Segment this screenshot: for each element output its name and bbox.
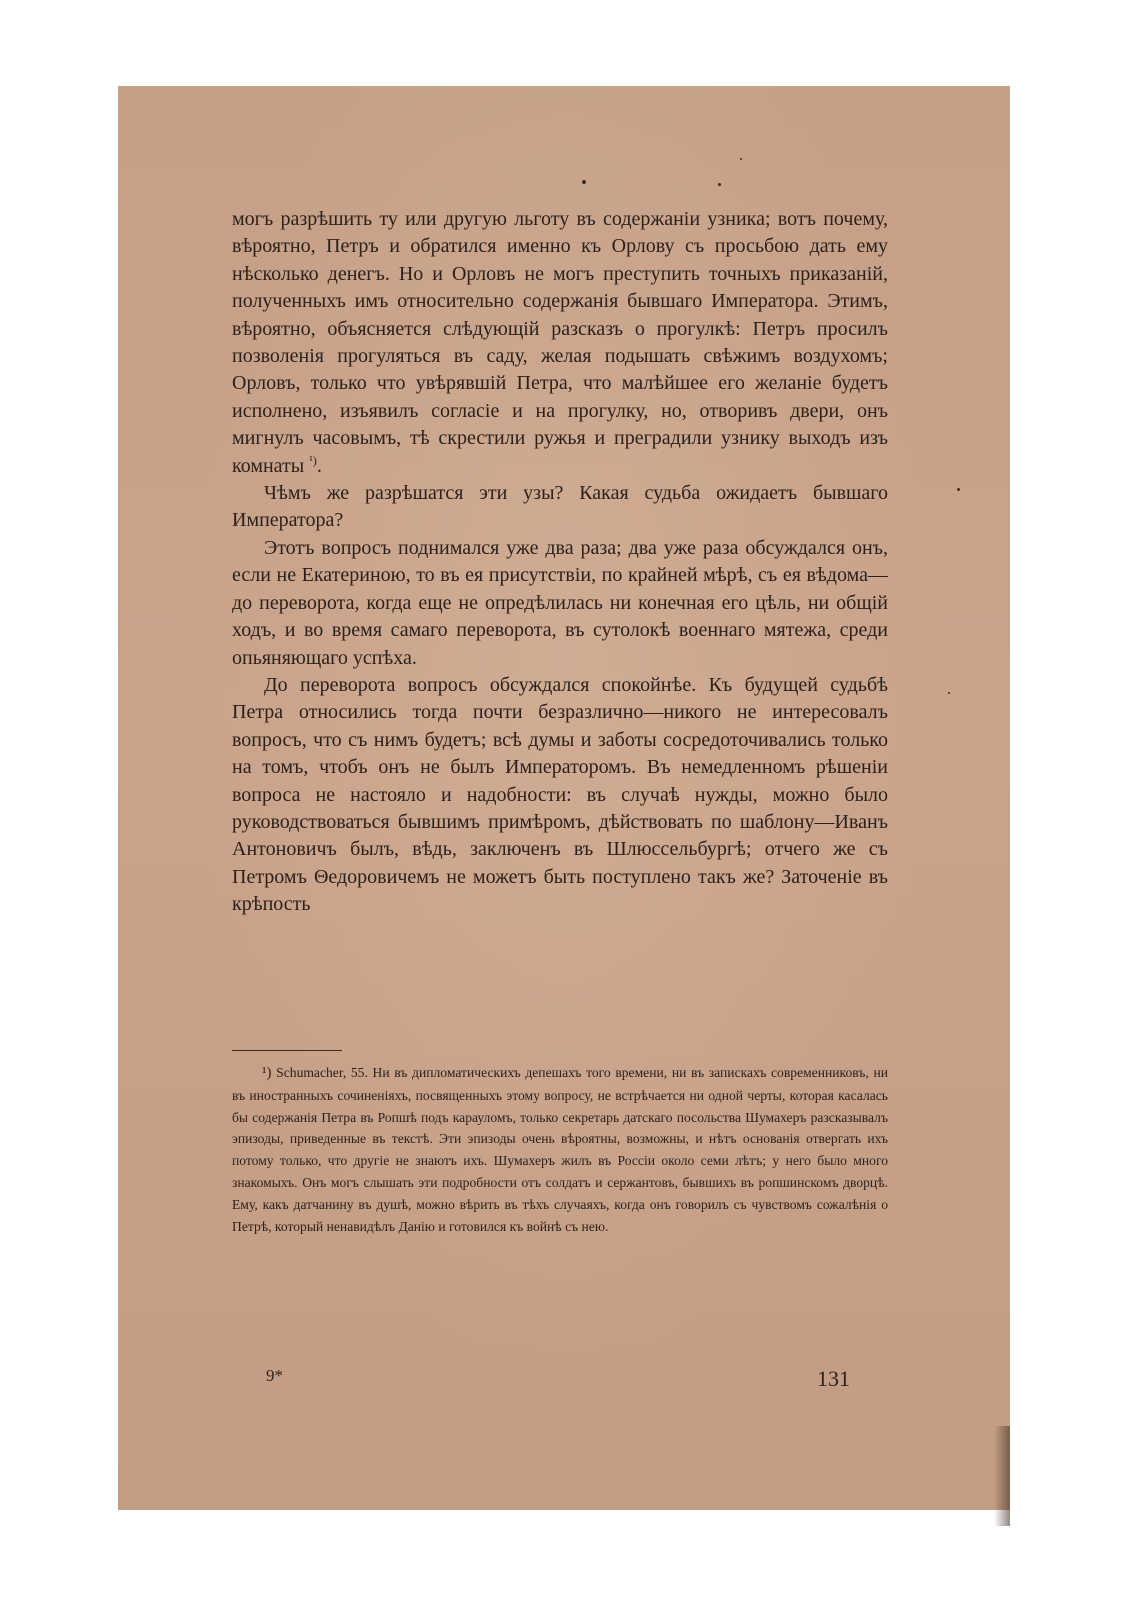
ink-speck [718, 183, 721, 186]
paragraph-text: До переворота вопросъ обсуждался спокойнѣе. Къ будущей судьбѣ Петра относились тогда почти безразлично—никого не интересовалъ вопросъ, что съ нимъ будетъ; всѣ думы и заботы сосредоточивались только на томъ, чтобъ онъ не былъ Императоромъ. Въ немедленномъ рѣшенiи вопроса не настояло и надобности: въ случаѣ нужды, можно было руководствоваться бывшимъ примѣромъ, дѣйствовать по шаблону—Иванъ Антоновичъ былъ, вѣдь, заключенъ въ Шлюссельбургѣ; отчего же съ Петромъ Θедоровичемъ не можетъ быть поступлено такъ же? Заточенiе въ крѣпость [232, 673, 888, 916]
ink-speck [582, 180, 586, 184]
ink-speck [957, 488, 960, 491]
ink-speck [948, 692, 950, 694]
footnote-separator [232, 1050, 342, 1051]
ink-speck [740, 158, 742, 160]
footnote-reference: ¹) [309, 453, 317, 467]
paragraph [232, 206, 888, 480]
footnote [232, 1062, 888, 1237]
paragraph [232, 480, 888, 535]
paragraph-tail: . [316, 454, 322, 477]
footnote-marker: ¹) [262, 1065, 272, 1081]
paragraph-text: Этотъ вопросъ поднимался уже два раза; два уже раза обсуждался онъ, если не Екатериною, то въ ея присутствiи, по крайней мѣрѣ, съ ея вѣдома—до переворота, когда еще не опредѣлилась ни конечная его цѣль, ни общiй ходъ, и во время самаго переворота, въ сутолокѣ военнаго мятежа, среди опьяняющаго успѣха. [232, 536, 888, 669]
page-number: 131 [817, 1366, 850, 1391]
page-edge-shadow [994, 1426, 1010, 1526]
paragraph [232, 672, 888, 919]
footnote-text: Schumacher, 55. Ни въ дипломатическихъ депешахъ того времени, ни въ запискахъ современниковъ, ни въ иностранныхъ сочиненiяхъ, посвященныхъ этому вопросу, не встрѣчается ни одной черты, которая касалась бы содержанiя Петра въ Ропшѣ подъ карауломъ, только секретарь датскаго посольства Шумахеръ разсказывалъ эпизоды, приведенные въ текстѣ. Эти эпизоды очень вѣроятны, возможны, и нѣтъ основанiя отвергать ихъ потому только, что другiе не знаютъ ихъ. Шумахеръ жилъ въ Россiи около семи лѣтъ; у него было много знакомыхъ. Онъ могъ слышать эти подробности отъ солдатъ и сержантовъ, бывшихъ въ ропшинскомъ дворцѣ. Ему, какъ датчанину въ душѣ, можно вѣрить въ тѣхъ случаяхъ, когда онъ говорилъ съ чувствомъ сожалѣнiя о Петрѣ, который ненавидѣлъ Данiю и готовился къ войнѣ съ нею. [232, 1065, 888, 1234]
main-text [232, 206, 888, 919]
paragraph-text: могъ разрѣшить ту или другую льготу въ содержанiи узника; вотъ почему, вѣроятно, Петръ и обратился именно къ Орлову съ просьбою дать ему нѣсколько денегъ. Но и Орловъ не могъ преступить точныхъ приказанiй, полученныхъ имъ относительно содержанiя бывшаго Императора. Этимъ, вѣроятно, объясняется слѣдующiй разсказъ о прогулкѣ: Петръ просилъ позволенiя прогуляться въ саду, желая подышать свѣжимъ воздухомъ; Орловъ, только что увѣрявшiй Петра, что малѣйшее его желанiе будетъ исполнено, изъявилъ согласiе и на прогулку, но, отворивъ двери, онъ мигнулъ часовымъ, тѣ скрестили ружья и преградили узнику выходъ изъ комнаты [232, 208, 888, 477]
paragraph [232, 535, 888, 672]
signature-mark: 9* [266, 1366, 283, 1385]
paragraph-text: Чѣмъ же разрѣшатся эти узы? Какая судьба ожидаетъ бывшаго Императора? [232, 482, 888, 532]
